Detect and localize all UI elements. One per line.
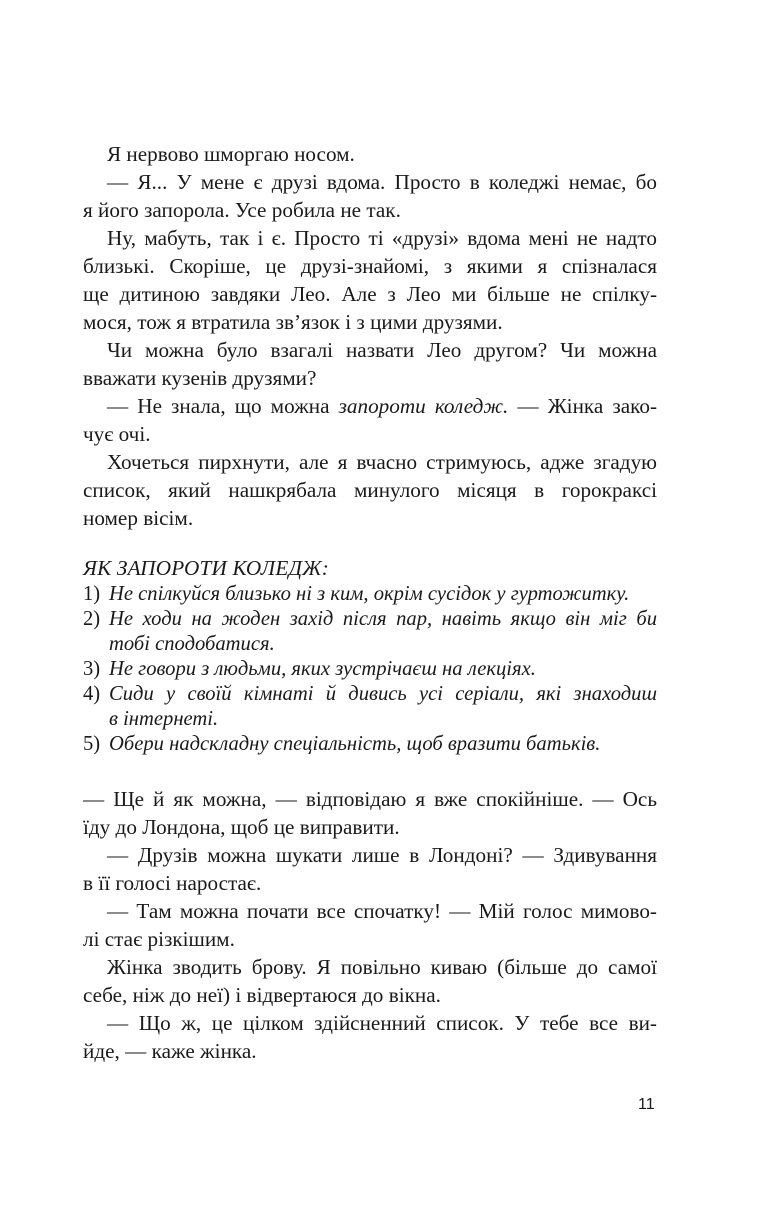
- list-block: [83, 554, 657, 757]
- list-item-number: 5): [83, 733, 101, 755]
- book-page-text: [83, 140, 657, 1065]
- text-line: — Що ж, це цілком здійсненний список. У тебе все ви-: [107, 1011, 657, 1035]
- text-line: вважати кузенів друзями?: [83, 366, 317, 390]
- text-line: Жінка зводить брову. Я повільно киваю (більше до самої: [107, 955, 657, 979]
- list-item-text: Не ходи на жоден захід після пар, навіть якщо він міг би: [109, 608, 657, 630]
- paragraph: [83, 953, 657, 1009]
- list-item-number: 2): [83, 608, 101, 630]
- text-line: я його запорола. Усе робила не так.: [83, 198, 401, 222]
- paragraph: [83, 336, 657, 392]
- text-run: — Не знала, що можна: [107, 394, 339, 418]
- text-line: в її голосі наростає.: [83, 871, 262, 895]
- list-title: ЯК ЗАПОРОТИ КОЛЕДЖ:: [83, 556, 330, 580]
- page-number: 11: [638, 1096, 655, 1113]
- list-item-text: Обери надскладну спеціальність, щоб вразити батьків.: [109, 733, 601, 755]
- list-item-continuation: тобі сподобатися.: [109, 633, 275, 655]
- paragraph: [83, 140, 657, 168]
- italic-text-run: запороти коледж.: [338, 394, 509, 418]
- list-item: [83, 582, 657, 607]
- paragraph: [83, 897, 657, 953]
- list-item-number: 1): [83, 583, 101, 605]
- text-line: Чи можна було взагалі назвати Лео другом? Чи можна: [107, 338, 657, 362]
- paragraph: [83, 168, 657, 224]
- list-item-number: 4): [83, 683, 101, 705]
- text-line: номер вісім.: [83, 506, 194, 530]
- paragraph: [83, 785, 657, 841]
- text-line: — Ще й як можна, — відповідаю я вже спокійніше. — Ось: [83, 787, 657, 811]
- text-line: Ну, мабуть, так і є. Просто ті «друзі» вдома мені не надто: [107, 226, 657, 250]
- text-line: близькі. Скоріше, це друзі-знайомі, з якими я спізналася: [83, 254, 657, 278]
- text-line: — Друзів можна шукати лише в Лондоні? — Здивування: [107, 843, 657, 867]
- list-item: [83, 607, 657, 632]
- paragraph: [83, 1009, 657, 1065]
- text-line: чує очі.: [83, 422, 151, 446]
- text-line: мося, тож я втратила зв’язок і з цими друзями.: [83, 310, 503, 334]
- text-line: ще дитиною завдяки Лео. Але з Лео ми більше не спілку-: [83, 282, 657, 306]
- list-item: [83, 657, 657, 682]
- text-line: лі стає різкішим.: [83, 927, 235, 951]
- list-item: [83, 682, 657, 707]
- text-line: Я нервово шморгаю носом.: [107, 142, 355, 166]
- text-line: — Там можна почати все спочатку! — Мій голос мимово-: [107, 899, 657, 923]
- text-line: Хочеться пирхнути, але я вчасно стримуюсь, адже згадую: [107, 450, 657, 474]
- list-item: [83, 732, 657, 757]
- list-item-text: Не говори з людьми, яких зустрічаєш на лекціях.: [109, 658, 536, 680]
- text-line: [83, 392, 657, 420]
- text-line: йде, — каже жінка.: [83, 1039, 257, 1063]
- paragraph: [83, 841, 657, 897]
- list-item-continuation: в інтернеті.: [109, 708, 219, 730]
- text-line: — Я... У мене є друзі вдома. Просто в коледжі немає, бо: [107, 170, 657, 194]
- paragraph: [83, 224, 657, 336]
- text-line: список, який нашкрябала минулого місяця в горокраксі: [83, 478, 657, 502]
- text-run: — Жінка зако-: [508, 394, 657, 418]
- list-item-text: Не спілкуйся близько ні з ким, окрім сусідок у гуртожитку.: [109, 583, 630, 605]
- paragraph: [83, 448, 657, 532]
- text-line: себе, ніж до неї) і відвертаюся до вікна.: [83, 983, 441, 1007]
- text-line: їду до Лондона, щоб це виправити.: [83, 815, 400, 839]
- list-item-text: Сиди у своїй кімнаті й дивись усі серіали, які знаходиш: [109, 683, 657, 705]
- paragraph: [83, 392, 657, 448]
- list-item-number: 3): [83, 658, 101, 680]
